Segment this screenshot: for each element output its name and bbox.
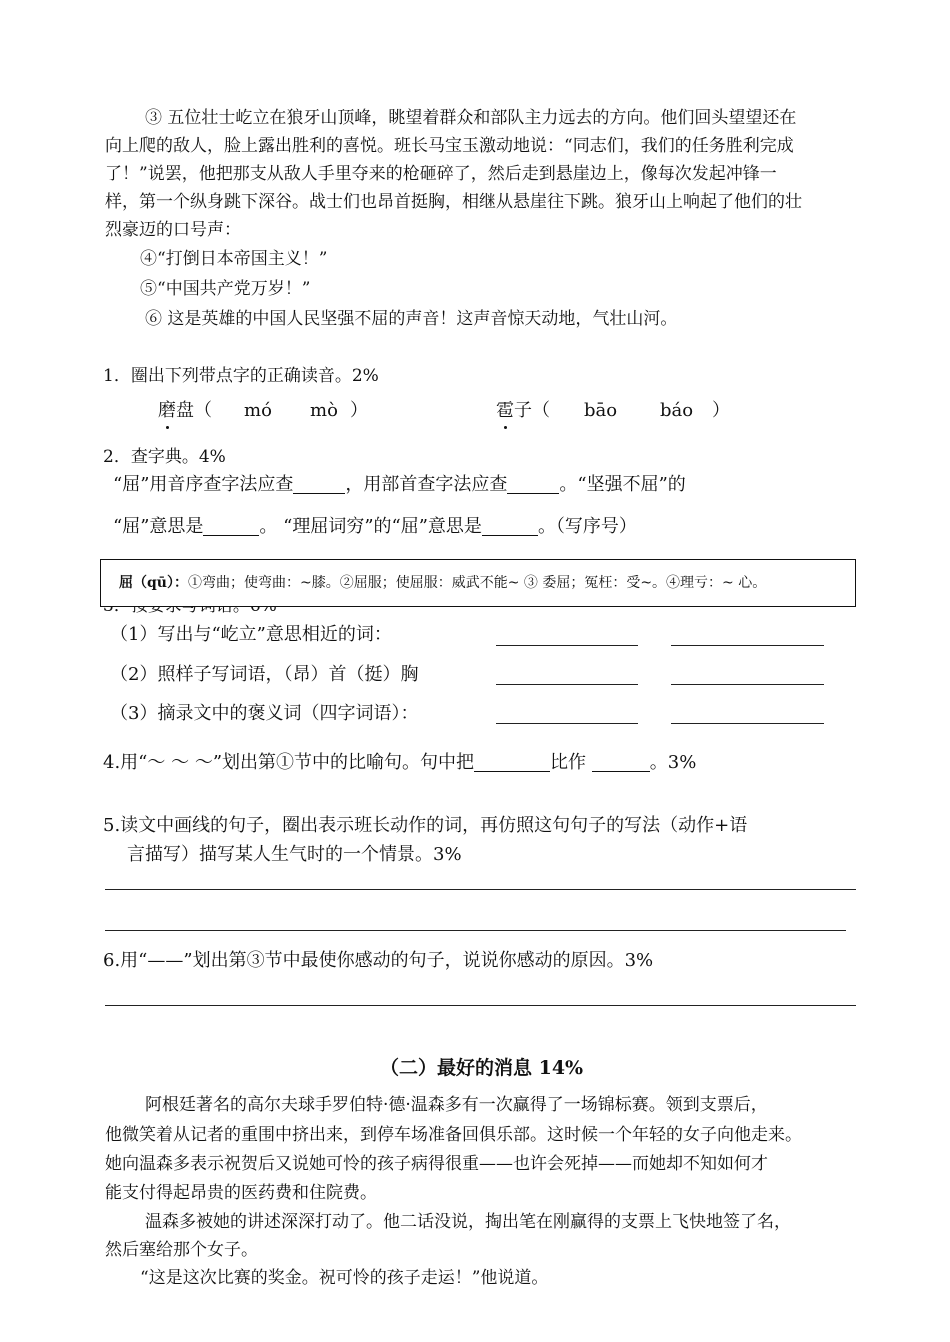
q3-item-3: （3）摘录文中的褒义词（四字词语）：: [110, 703, 419, 724]
q5-answer-line-2[interactable]: [105, 930, 846, 931]
q1-word-1-option-2[interactable]: mò: [310, 400, 338, 421]
section-2-paragraph-1-line-2: 他微笑着从记者的重围中挤出来，到停车场准备回俱乐部。这时候一个年轻的女子向他走来。: [105, 1125, 802, 1145]
q1-word-2-option-2[interactable]: báo: [660, 400, 694, 421]
q3-item-2-answer-1[interactable]: [496, 684, 638, 685]
q1-word-1-option-1[interactable]: mó: [244, 400, 272, 421]
q2-blank-meaning-2[interactable]: [482, 515, 538, 536]
q2-line-2: [113, 514, 637, 540]
passage-paragraph-3-line-3: 了！”说罢，他把那支从敌人手里夺来的枪砸碎了，然后走到悬崖边上，像每次发起冲锋一: [105, 164, 777, 184]
q4-blank-1[interactable]: [474, 751, 550, 772]
q2-line-1: [113, 472, 686, 498]
section-2-title: （二）最好的消息 14%: [380, 1057, 584, 1079]
q6-text: 6.用“——”划出第③节中最使你感动的句子，说说你感动的原因。3%: [103, 950, 654, 971]
section-2-paragraph-1-line-4: 能支付得起昂贵的医药费和住院费。: [105, 1183, 377, 1203]
q1-word-2: [496, 398, 550, 424]
section-2-paragraph-3: “这是这次比赛的奖金。祝可怜的孩子走运！”他说道。: [140, 1268, 549, 1288]
q3-item-2: （2）照样子写词语，（昂）首（挺）胸: [110, 664, 419, 685]
passage-paragraph-4: ④“打倒日本帝国主义！”: [140, 249, 328, 269]
q4-text: [103, 750, 696, 776]
q6-answer-line[interactable]: [105, 1005, 856, 1006]
q2-line-2-text-b: 。 “理屈词穷”的“屈”意思是: [259, 516, 482, 537]
q2-line-1-text-a: “屈”用音序查字法应查: [113, 474, 294, 495]
section-2-paragraph-2-line-1: 温森多被她的讲述深深打动了。他二话没说，掏出笔在刚赢得的支票上飞快地签了名，: [145, 1212, 791, 1232]
q4-text-b: 比作: [550, 752, 587, 773]
q3-item-2-answer-2[interactable]: [671, 684, 824, 685]
q4-text-c: 。3%: [649, 752, 697, 773]
q5-answer-line-1[interactable]: [105, 889, 856, 890]
dictionary-entry-head: 屈（qū）：: [119, 575, 188, 591]
q2-line-1-text-b: ，用部首查字法应查: [345, 474, 508, 495]
passage-paragraph-3-line-1: ③ 五位壮士屹立在狼牙山顶峰，眺望着群众和部队主力远去的方向。他们回头望望还在: [145, 108, 797, 128]
q4-blank-2[interactable]: [592, 751, 650, 772]
q1-word-1-rest: 盘（: [176, 400, 212, 421]
passage-paragraph-3-line-4: 样，第一个纵身跳下深谷。战士们也昂首挺胸，相继从悬崖往下跳。狼牙山上响起了他们的壮: [105, 192, 802, 212]
q1-word-2-rest: 子（: [514, 400, 550, 421]
q1-word-2-option-1[interactable]: bāo: [584, 400, 618, 421]
q1-word-1-close: ）: [350, 400, 368, 421]
q2-line-1-text-c: 。“坚强不屈”的: [559, 474, 686, 495]
q2-blank-meaning-1[interactable]: [203, 515, 259, 536]
q2-blank-yinxu[interactable]: [293, 473, 345, 494]
section-2-paragraph-2-line-2: 然后塞给那个女子。: [105, 1240, 258, 1260]
passage-paragraph-6: ⑥ 这是英雄的中国人民坚强不屈的声音！这声音惊天动地，气壮山河。: [145, 309, 678, 329]
q3-item-1: （1）写出与“屹立”意思相近的词：: [110, 624, 392, 645]
q1-word-1: [158, 398, 212, 424]
q5-line-2: 言描写）描写某人生气时的一个情景。3%: [127, 844, 462, 865]
q1-title: 1．圈出下列带点字的正确读音。2%: [103, 366, 379, 386]
q2-line-2-text-a: “屈”意思是: [113, 516, 204, 537]
passage-paragraph-5: ⑤“中国共产党万岁！”: [140, 279, 311, 299]
q1-word-2-close: ）: [712, 400, 730, 421]
q5-line-1: 5.读文中画线的句子，圈出表示班长动作的词，再仿照这句句子的写法（动作+语: [103, 815, 748, 836]
q2-line-2-text-c: 。（写序号）: [537, 516, 637, 537]
section-2-paragraph-1-line-3: 她向温森多表示祝贺后又说她可怜的孩子病得很重——也许会死掉——而她却不知如何才: [105, 1154, 768, 1174]
passage-paragraph-3-line-2: 向上爬的敌人，脸上露出胜利的喜悦。班长马宝玉激动地说：“同志们，我们的任务胜利完成: [105, 136, 794, 156]
q2-title: 2．查字典。4%: [103, 447, 226, 467]
q3-item-1-answer-1[interactable]: [496, 645, 638, 646]
q4-text-a: 4.用“～ ～ ～”划出第①节中的比喻句。句中把: [103, 752, 475, 773]
q3-item-3-answer-2[interactable]: [671, 723, 824, 724]
q1-word-1-dotted-char: 磨: [158, 400, 176, 421]
dictionary-entry-box: [100, 559, 856, 607]
q1-word-2-dotted-char: 雹: [496, 400, 514, 421]
dictionary-entry-body: ①弯曲；使弯曲：~膝。②屈服；使屈服：威武不能~ ③ 委屈；冤枉：受~。④理亏：~ 心。: [187, 575, 767, 591]
section-2-paragraph-1-line-1: 阿根廷著名的高尔夫球手罗伯特·德·温森多有一次赢得了一场锦标赛。领到支票后，: [145, 1095, 768, 1115]
q2-blank-bushou[interactable]: [507, 473, 559, 494]
dictionary-entry: [119, 572, 766, 594]
passage-paragraph-3-line-5: 烈豪迈的口号声：: [105, 220, 241, 240]
q3-item-1-answer-2[interactable]: [671, 645, 824, 646]
q3-item-3-answer-1[interactable]: [496, 723, 638, 724]
